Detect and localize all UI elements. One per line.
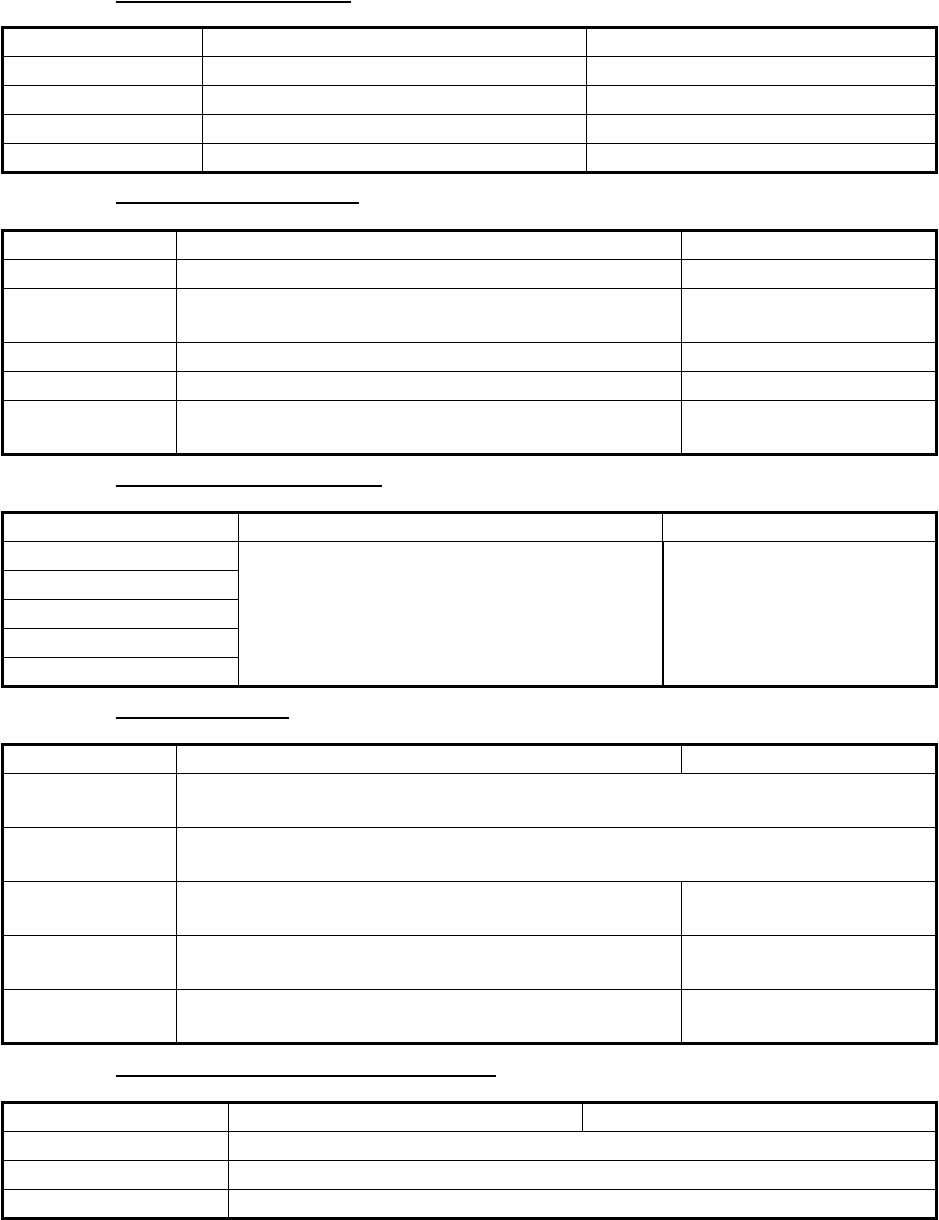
table-row: [3, 990, 937, 1044]
table-cell: [682, 231, 937, 260]
section-4-heading: [116, 717, 289, 719]
table-row: [3, 28, 937, 57]
section-2-heading: [116, 202, 359, 204]
table-cell: [229, 1132, 937, 1161]
section-5-heading: [116, 1075, 496, 1077]
table-cell: [177, 401, 682, 455]
table-cell: [3, 629, 239, 658]
table-cell: [177, 289, 682, 343]
section-1-table: [1, 26, 938, 174]
table-cell: [583, 1103, 937, 1132]
table-row: [3, 936, 937, 990]
section-3-heading: [116, 485, 382, 487]
table-row: [3, 401, 937, 455]
table-cell: [3, 144, 203, 173]
table-cell: [682, 990, 937, 1044]
table-cell: [3, 936, 177, 990]
table-cell: [587, 28, 937, 57]
table-row: [3, 231, 937, 260]
table-row: [3, 882, 937, 936]
table-cell: [3, 990, 177, 1044]
table-cell: [3, 542, 239, 571]
table-cell: [3, 828, 177, 882]
table-cell: [587, 86, 937, 115]
table-cell: [239, 513, 663, 542]
table-cell: [3, 372, 177, 401]
table-cell: [682, 343, 937, 372]
table-cell: [3, 600, 239, 629]
table-row: [3, 343, 937, 372]
table-cell: [3, 115, 203, 144]
table-cell: [682, 289, 937, 343]
table-cell: [177, 828, 937, 882]
table-row: [3, 144, 937, 173]
section-3-table: [1, 511, 938, 688]
table-row: [3, 542, 937, 571]
merged-cell: [239, 542, 663, 687]
table-row: [3, 828, 937, 882]
table-cell: [3, 745, 177, 774]
table-cell: [682, 745, 937, 774]
table-cell: [587, 57, 937, 86]
table-cell: [229, 1190, 937, 1219]
table-row: [3, 1161, 937, 1190]
table-row: [3, 289, 937, 343]
table-cell: [682, 936, 937, 990]
table-cell: [229, 1161, 937, 1190]
table-cell: [3, 231, 177, 260]
table-cell: [3, 1103, 229, 1132]
table-cell: [203, 144, 587, 173]
table-cell: [203, 28, 587, 57]
table-cell: [587, 115, 937, 144]
table-cell: [3, 401, 177, 455]
table-cell: [3, 86, 203, 115]
table-cell: [177, 745, 682, 774]
table-cell: [203, 115, 587, 144]
table-cell: [203, 57, 587, 86]
table-cell: [3, 571, 239, 600]
section-5-table: [1, 1101, 938, 1220]
table-row: [3, 774, 937, 828]
table-cell: [177, 372, 682, 401]
table-cell: [3, 882, 177, 936]
table-cell: [203, 86, 587, 115]
table-cell: [682, 372, 937, 401]
table-row: [3, 1132, 937, 1161]
table-cell: [682, 260, 937, 289]
table-row: [3, 115, 937, 144]
table-row: [3, 372, 937, 401]
table-cell: [3, 260, 177, 289]
section-4-table: [1, 743, 938, 1045]
table-cell: [3, 1132, 229, 1161]
table-cell: [3, 774, 177, 828]
table-cell: [3, 289, 177, 343]
table-row: [3, 1103, 937, 1132]
table-cell: [177, 260, 682, 289]
table-row: [3, 260, 937, 289]
table-row: [3, 513, 937, 542]
table-cell: [177, 231, 682, 260]
table-cell: [682, 401, 937, 455]
table-cell: [177, 774, 937, 828]
section-1-heading: [116, 1, 351, 3]
table-row: [3, 86, 937, 115]
table-cell: [229, 1103, 583, 1132]
table-cell: [3, 57, 203, 86]
table-cell: [177, 936, 682, 990]
table-row: [3, 745, 937, 774]
table-cell: [587, 144, 937, 173]
table-cell: [177, 990, 682, 1044]
table-cell: [177, 343, 682, 372]
table-cell: [3, 1190, 229, 1219]
table-row: [3, 57, 937, 86]
table-cell: [663, 513, 937, 542]
section-2-table: [1, 229, 938, 456]
table-row: [3, 1190, 937, 1219]
table-cell: [3, 28, 203, 57]
table-cell: [3, 1161, 229, 1190]
merged-cell: [663, 542, 937, 687]
table-cell: [3, 513, 239, 542]
table-cell: [3, 658, 239, 687]
table-cell: [682, 882, 937, 936]
table-cell: [3, 343, 177, 372]
table-cell: [177, 882, 682, 936]
